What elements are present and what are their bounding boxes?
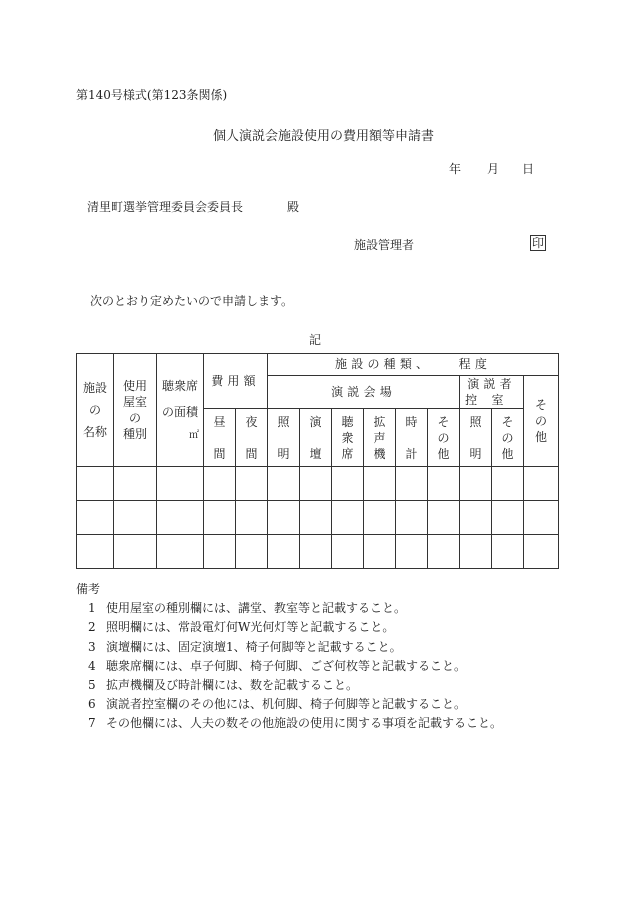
table-cell[interactable] bbox=[524, 467, 559, 501]
note-number: 3 bbox=[88, 639, 96, 654]
form-number: 第140号様式(第123条関係) bbox=[76, 88, 228, 102]
note-item bbox=[76, 599, 502, 618]
application-table bbox=[76, 353, 559, 569]
table-cell[interactable] bbox=[236, 535, 268, 569]
header-room-type: 使用 屋室 の 種別 bbox=[114, 354, 157, 467]
addressee-name: 清里町選挙管理委員会委員長 bbox=[87, 200, 244, 214]
table-cell[interactable] bbox=[396, 467, 428, 501]
header-speech-hall: 演説会場 bbox=[268, 376, 460, 409]
note-number: 4 bbox=[88, 658, 96, 673]
date-year: 年 bbox=[449, 162, 462, 176]
header-hall-other: そ の 他 bbox=[428, 409, 460, 467]
table-cell[interactable] bbox=[428, 535, 460, 569]
table-cell[interactable] bbox=[332, 535, 364, 569]
table-cell[interactable] bbox=[77, 467, 114, 501]
table-cell[interactable] bbox=[492, 501, 524, 535]
note-number: 5 bbox=[88, 678, 96, 693]
note-text: 演説者控室欄のその他には、机何脚、椅子何脚等と記載すること。 bbox=[106, 697, 467, 712]
header-speaker-waiting-room: 演説者 控室 bbox=[460, 376, 524, 409]
note-text: 使用屋室の種別欄には、講堂、教室等と記載すること。 bbox=[106, 601, 407, 616]
table-row bbox=[77, 501, 559, 535]
header-facility-name: 施設 の 名称 bbox=[77, 354, 114, 467]
table-cell[interactable] bbox=[268, 467, 300, 501]
table-cell[interactable] bbox=[524, 535, 559, 569]
table-cell[interactable] bbox=[492, 467, 524, 501]
table-cell[interactable] bbox=[364, 467, 396, 501]
table-cell[interactable] bbox=[236, 501, 268, 535]
note-text: その他欄には、人夫の数その他施設の使用に関する事項を記載すること。 bbox=[106, 716, 503, 731]
note-item bbox=[76, 657, 502, 676]
table-cell[interactable] bbox=[300, 501, 332, 535]
table-cell[interactable] bbox=[492, 535, 524, 569]
header-seat-area: 聴衆席 の面積 ㎡ bbox=[157, 354, 204, 467]
addressee-honorific: 殿 bbox=[287, 200, 300, 214]
table-cell[interactable] bbox=[77, 535, 114, 569]
note-number: 2 bbox=[88, 620, 96, 635]
table-cell[interactable] bbox=[396, 501, 428, 535]
table-cell[interactable] bbox=[332, 501, 364, 535]
table-cell[interactable] bbox=[204, 535, 236, 569]
date-month: 月 bbox=[487, 162, 500, 176]
table-cell[interactable] bbox=[114, 501, 157, 535]
table-cell[interactable] bbox=[396, 535, 428, 569]
note-text: 聴衆席欄には、卓子何脚、椅子何脚、ござ何枚等と記載すること。 bbox=[106, 658, 467, 673]
header-hall-audience-seats: 聴 衆 席 bbox=[332, 409, 364, 467]
table-cell[interactable] bbox=[204, 501, 236, 535]
table-cell[interactable] bbox=[364, 501, 396, 535]
notes-section bbox=[76, 580, 502, 734]
table-cell[interactable] bbox=[157, 535, 204, 569]
note-text: 照明欄には、常設電灯何W光何灯等と記載すること。 bbox=[106, 620, 395, 635]
notes-label: 備考 bbox=[76, 582, 101, 596]
note-number: 1 bbox=[88, 601, 96, 616]
note-item bbox=[76, 714, 502, 733]
note-text: 演壇欄には、固定演壇1、椅子何脚等と記載すること。 bbox=[106, 639, 402, 654]
table-row bbox=[77, 467, 559, 501]
table-cell[interactable] bbox=[268, 501, 300, 535]
note-item bbox=[76, 638, 502, 657]
table-cell[interactable] bbox=[364, 535, 396, 569]
applicant-label: 施設管理者 bbox=[354, 238, 415, 252]
table-cell[interactable] bbox=[157, 467, 204, 501]
note-item bbox=[76, 676, 502, 695]
table-cell[interactable] bbox=[77, 501, 114, 535]
header-waiting-other: そ の 他 bbox=[492, 409, 524, 467]
table-row bbox=[77, 535, 559, 569]
note-number: 7 bbox=[88, 716, 96, 731]
intro-text: 次のとおり定めたいので申請します。 bbox=[90, 294, 294, 308]
table-cell[interactable] bbox=[268, 535, 300, 569]
seal-mark: 印 bbox=[532, 236, 545, 250]
header-daytime: 昼 間 bbox=[204, 409, 236, 467]
table-cell[interactable] bbox=[460, 467, 492, 501]
date-day: 日 bbox=[522, 162, 535, 176]
table-cell[interactable] bbox=[460, 535, 492, 569]
table-cell[interactable] bbox=[114, 535, 157, 569]
table-cell[interactable] bbox=[524, 501, 559, 535]
header-other: そ の 他 bbox=[524, 376, 559, 467]
header-hall-podium: 演 壇 bbox=[300, 409, 332, 467]
table-cell[interactable] bbox=[428, 501, 460, 535]
table-cell[interactable] bbox=[114, 467, 157, 501]
header-hall-clock: 時 計 bbox=[396, 409, 428, 467]
header-hall-lighting: 照 明 bbox=[268, 409, 300, 467]
table-cell[interactable] bbox=[300, 535, 332, 569]
note-item bbox=[76, 618, 502, 637]
ki-heading: 記 bbox=[309, 333, 322, 347]
table-cell[interactable] bbox=[332, 467, 364, 501]
header-waiting-lighting: 照 明 bbox=[460, 409, 492, 467]
table-cell[interactable] bbox=[236, 467, 268, 501]
note-item bbox=[76, 695, 502, 714]
header-cost: 費用額 bbox=[204, 354, 268, 409]
document-title: 個人演説会施設使用の費用額等申請書 bbox=[213, 129, 435, 144]
header-nighttime: 夜 間 bbox=[236, 409, 268, 467]
header-hall-loudspeaker: 拡 声 機 bbox=[364, 409, 396, 467]
note-number: 6 bbox=[88, 697, 96, 712]
table-cell[interactable] bbox=[157, 501, 204, 535]
table-cell[interactable] bbox=[300, 467, 332, 501]
header-facility-type: 施設の種類、 程度 bbox=[268, 354, 559, 376]
table-cell[interactable] bbox=[428, 467, 460, 501]
table-cell[interactable] bbox=[204, 467, 236, 501]
note-text: 拡声機欄及び時計欄には、数を記載すること。 bbox=[106, 678, 359, 693]
table-cell[interactable] bbox=[460, 501, 492, 535]
